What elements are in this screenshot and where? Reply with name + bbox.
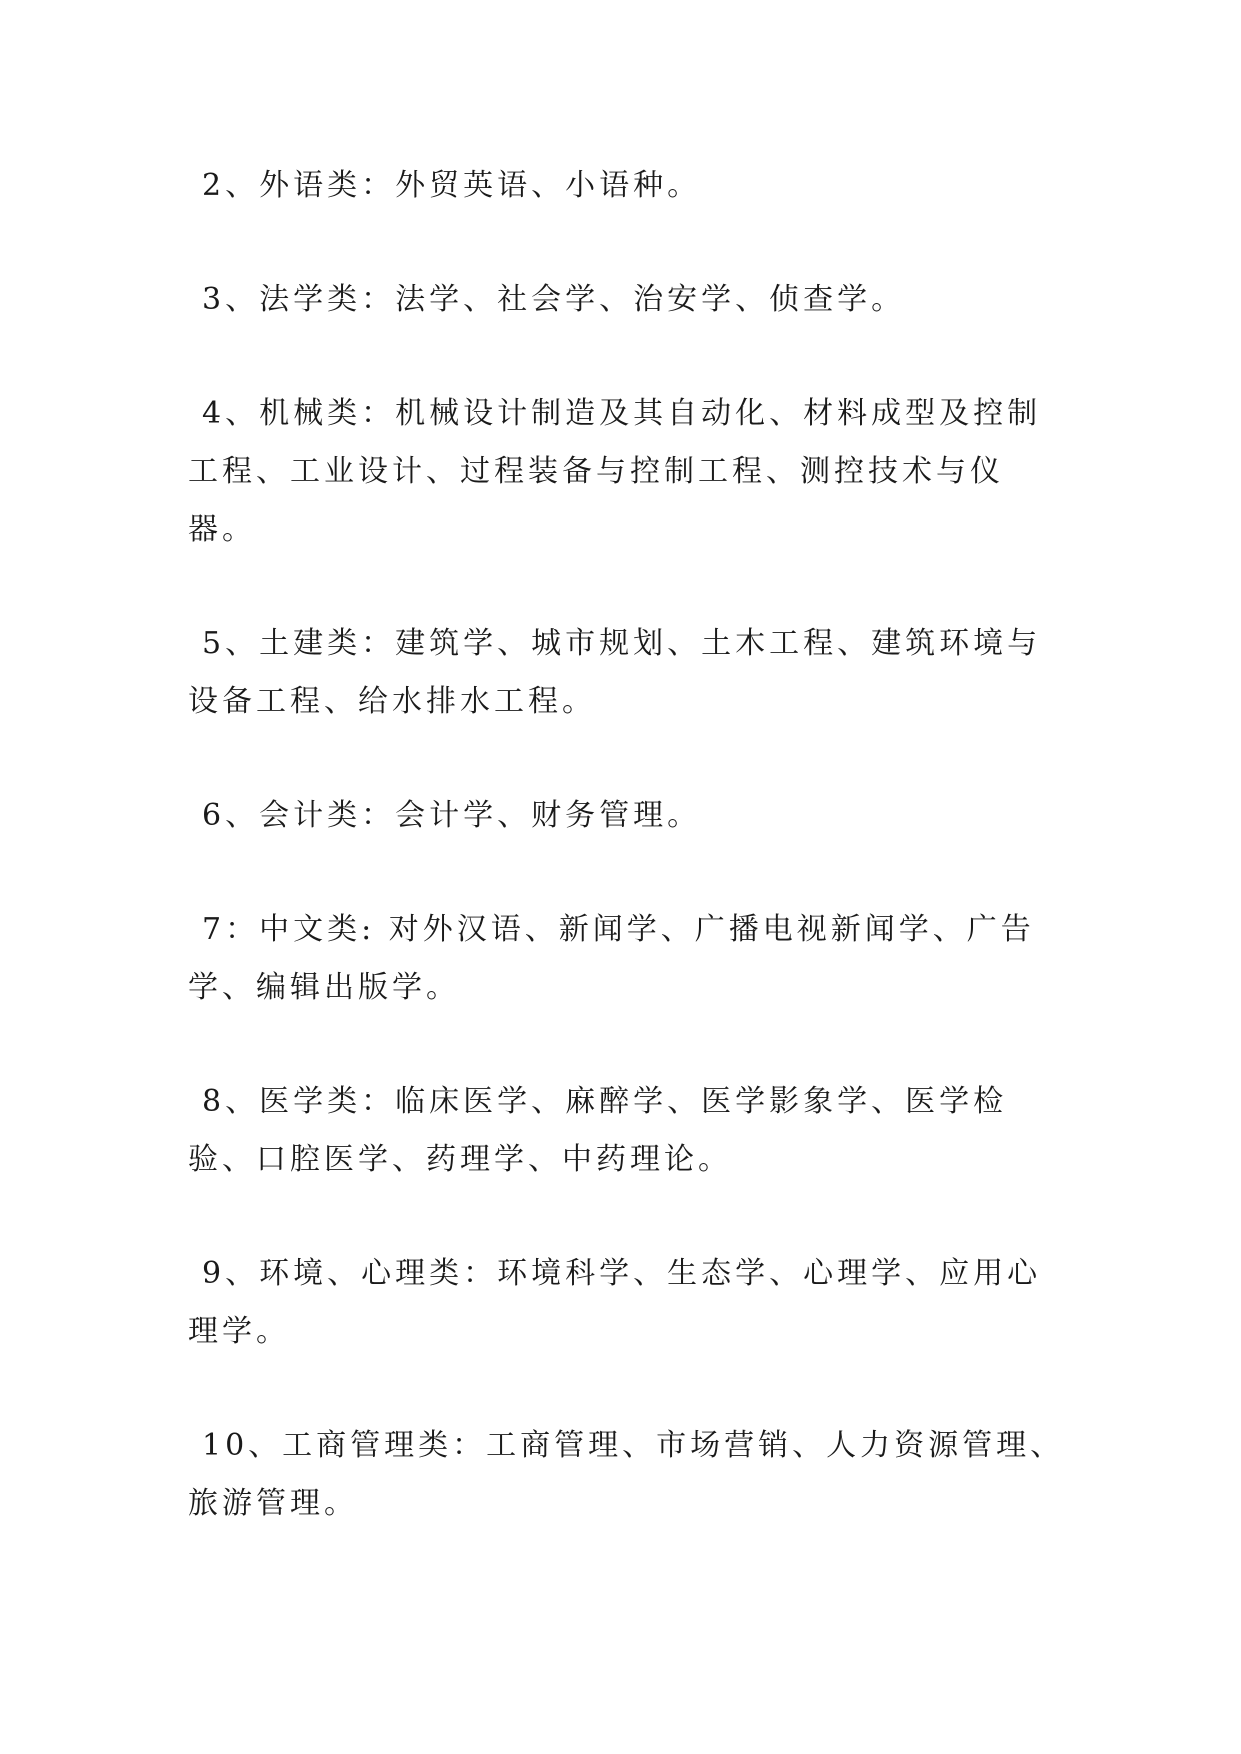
paragraph-business-management: 10、工商管理类：工商管理、市场营销、人力资源管理、旅游管理。 bbox=[188, 1428, 1065, 1521]
paragraph-mechanical: 4、机械类：机械设计制造及其自动化、材料成型及控制工程、工业设计、过程装备与控制工程、测控技术与仪器。 bbox=[188, 396, 1042, 547]
paragraph-foreign-languages: 2、外语类：外贸英语、小语种。 bbox=[202, 168, 702, 203]
paragraph-chinese: 7：中文类: 对外汉语、新闻学、广播电视新闻学、广告学、编辑出版学。 bbox=[188, 912, 1035, 1005]
paragraph-medicine: 8、医学类：临床医学、麻醉学、医学影象学、医学检验、口腔医学、药理学、中药理论。 bbox=[188, 1084, 1008, 1177]
paragraph-environment-psychology: 9、环境、心理类：环境科学、生态学、心理学、应用心理学。 bbox=[188, 1256, 1042, 1349]
paragraph-accounting: 6、会计类：会计学、财务管理。 bbox=[202, 798, 702, 833]
document-body bbox=[188, 157, 1068, 1589]
paragraph-law: 3、法学类：法学、社会学、治安学、侦查学。 bbox=[202, 282, 906, 317]
paragraph-civil-engineering: 5、土建类：建筑学、城市规划、土木工程、建筑环境与设备工程、给水排水工程。 bbox=[188, 626, 1042, 719]
